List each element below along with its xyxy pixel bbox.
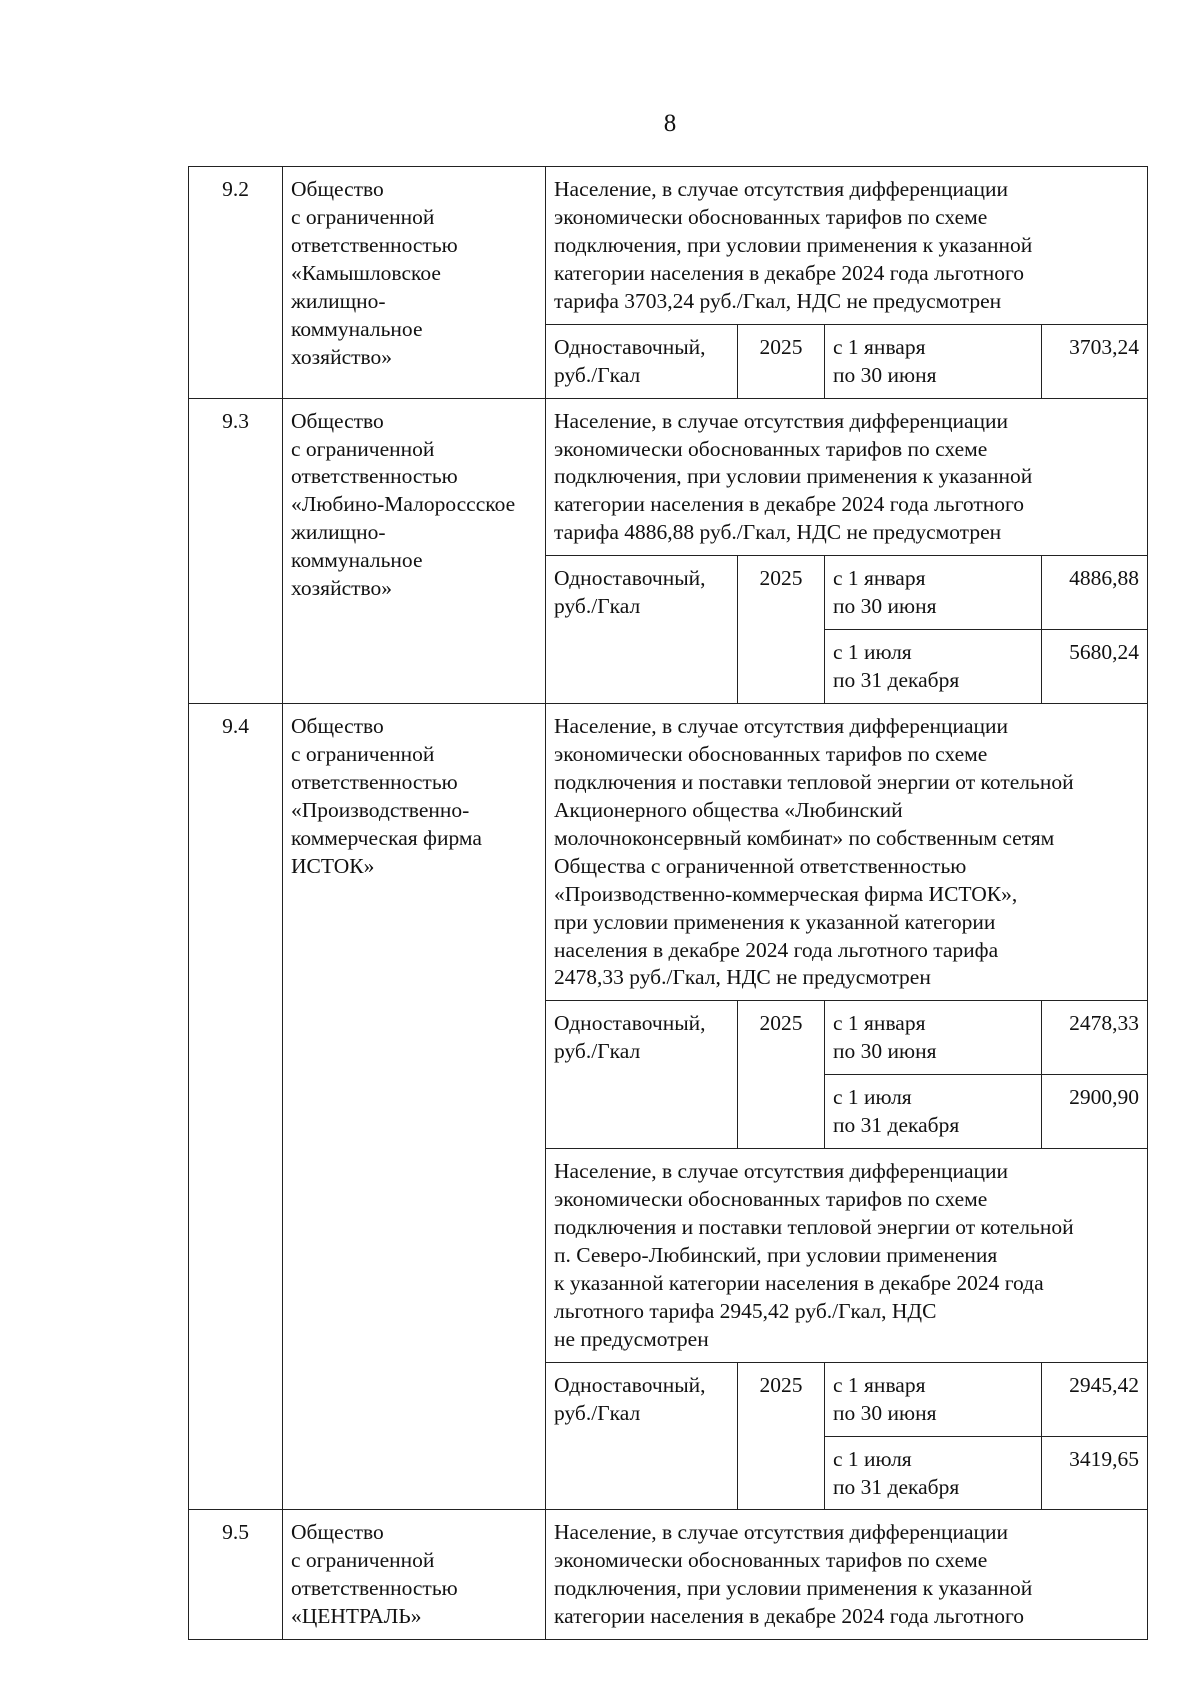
condition-line: Население, в случае отсутствия дифференциации — [554, 714, 1009, 738]
organization-line: ответственностью — [291, 464, 458, 489]
tariff-value: 3419,65 — [1042, 1436, 1148, 1510]
condition-row — [189, 167, 1148, 325]
organization-name — [283, 398, 546, 703]
rate-type-line: Одноставочный, — [554, 334, 706, 359]
organization-line: жилищно- — [291, 520, 386, 545]
organization-line: с ограниченной — [291, 741, 435, 766]
consumer-condition — [546, 167, 1148, 325]
organization-line: ответственностью — [291, 769, 458, 794]
organization-line: коммунальное — [291, 316, 423, 341]
organization-line: Общество — [291, 714, 384, 738]
section-number: 9.3 — [189, 398, 283, 703]
section-number: 9.2 — [189, 167, 283, 399]
period-line: с 1 января — [833, 566, 926, 591]
condition-line: категории населения в декабре 2024 года льготного — [554, 492, 1025, 517]
rate-type-line: руб./Гкал — [554, 1039, 641, 1064]
period-line: с 1 июля — [833, 1085, 912, 1110]
condition-line: п. Северо-Любинский, при условии применения — [554, 1242, 998, 1267]
organization-name — [283, 1510, 546, 1640]
organization-line: с ограниченной — [291, 204, 435, 229]
condition-line: тарифа 4886,88 руб./Гкал, НДС не предусмотрен — [554, 520, 1002, 545]
period-line: с 1 января — [833, 334, 926, 359]
section-number: 9.5 — [189, 1510, 283, 1640]
tariff-value: 2478,33 — [1042, 1001, 1148, 1075]
rate-type-line: руб./Гкал — [554, 1400, 641, 1425]
rate-type — [546, 556, 738, 704]
organization-line: жилищно- — [291, 288, 386, 313]
organization-line: коммунальное — [291, 548, 423, 573]
period-line: по 30 июня — [833, 594, 937, 619]
condition-line: Акционерного общества «Любинский — [554, 797, 903, 822]
tariff-year: 2025 — [738, 1001, 825, 1149]
organization-line: ответственностью — [291, 1576, 458, 1601]
organization-line: с ограниченной — [291, 1548, 435, 1573]
rate-type-line: руб./Гкал — [554, 594, 641, 619]
condition-line: к указанной категории населения в декабре 2024 года — [554, 1270, 1044, 1295]
tariff-value: 2900,90 — [1042, 1075, 1148, 1149]
condition-line: тарифа 3703,24 руб./Гкал, НДС не предусмотрен — [554, 288, 1002, 313]
condition-line: Население, в случае отсутствия дифференциации — [554, 1159, 1009, 1184]
condition-line: экономически обоснованных тарифов по схеме — [554, 1187, 988, 1212]
condition-line: категории населения в декабре 2024 года льготного — [554, 1604, 1025, 1629]
condition-line: экономически обоснованных тарифов по схеме — [554, 1548, 988, 1573]
condition-row — [189, 1510, 1148, 1640]
period-line: по 30 июня — [833, 1400, 937, 1425]
section-number: 9.4 — [189, 704, 283, 1510]
tariff-value: 3703,24 — [1042, 324, 1148, 398]
period-line: по 31 декабря — [833, 1474, 960, 1499]
rate-type-line: Одноставочный, — [554, 1372, 706, 1397]
tariff-table — [188, 166, 1148, 1640]
rate-type — [546, 324, 738, 398]
tariff-period — [825, 556, 1042, 630]
tariff-value: 5680,24 — [1042, 630, 1148, 704]
period-line: с 1 июля — [833, 1446, 912, 1471]
period-line: по 31 декабря — [833, 1113, 960, 1138]
tariff-year: 2025 — [738, 556, 825, 704]
consumer-condition — [546, 1149, 1148, 1363]
organization-line: хозяйство» — [291, 344, 393, 369]
condition-line: подключения и поставки тепловой энергии от котельной — [554, 1215, 1074, 1239]
condition-line: Население, в случае отсутствия дифференциации — [554, 1520, 1009, 1545]
consumer-condition — [546, 1510, 1148, 1640]
tariff-period — [825, 1362, 1042, 1436]
tariff-period — [825, 1075, 1042, 1149]
condition-line: молочноконсервный комбинат» по собственным сетям — [554, 825, 1055, 850]
condition-line: подключения и поставки тепловой энергии от котельной — [554, 769, 1074, 794]
tariff-period — [825, 630, 1042, 704]
period-line: с 1 января — [833, 1372, 926, 1397]
organization-name — [283, 704, 546, 1510]
rate-type — [546, 1001, 738, 1149]
condition-line: льготного тарифа 2945,42 руб./Гкал, НДС — [554, 1298, 937, 1323]
condition-line: Население, в случае отсутствия дифференциации — [554, 177, 1009, 201]
rate-type-line: Одноставочный, — [554, 1011, 706, 1036]
tariff-year: 2025 — [738, 324, 825, 398]
organization-line: Общество — [291, 1520, 384, 1545]
organization-line: с ограниченной — [291, 436, 435, 461]
period-line: по 31 декабря — [833, 668, 960, 693]
organization-line: «Любино-Малороссское — [291, 492, 516, 517]
tariff-table-body — [189, 167, 1148, 1640]
condition-line: экономически обоснованных тарифов по схеме — [554, 204, 988, 229]
organization-line: Общество — [291, 177, 384, 201]
condition-line: подключения, при условии применения к указанной — [554, 232, 1033, 257]
tariff-value: 2945,42 — [1042, 1362, 1148, 1436]
tariff-year: 2025 — [738, 1362, 825, 1510]
organization-line: «ЦЕНТРАЛЬ» — [291, 1604, 422, 1629]
condition-line: Население, в случае отсутствия дифференциации — [554, 408, 1009, 433]
condition-line: 2478,33 руб./Гкал, НДС не предусмотрен — [554, 965, 931, 990]
organization-line: «Камышловское — [291, 260, 441, 285]
organization-line: ответственностью — [291, 232, 458, 257]
tariff-value: 4886,88 — [1042, 556, 1148, 630]
organization-line: ИСТОК» — [291, 853, 375, 878]
page-number: 8 — [663, 110, 677, 137]
condition-line: экономически обоснованных тарифов по схеме — [554, 436, 988, 461]
rate-type-line: Одноставочный, — [554, 566, 706, 591]
tariff-period — [825, 324, 1042, 398]
condition-line: подключения, при условии применения к указанной — [554, 1576, 1033, 1601]
consumer-condition — [546, 398, 1148, 556]
tariff-period — [825, 1436, 1042, 1510]
period-line: по 30 июня — [833, 362, 937, 387]
condition-line: Общества с ограниченной ответственностью — [554, 853, 967, 878]
condition-row — [189, 704, 1148, 1001]
organization-line: хозяйство» — [291, 576, 393, 601]
condition-line: «Производственно-коммерческая фирма ИСТОК», — [554, 881, 1018, 906]
organization-line: коммерческая фирма — [291, 825, 482, 850]
condition-line: населения в декабре 2024 года льготного тарифа — [554, 937, 999, 962]
period-line: по 30 июня — [833, 1039, 937, 1064]
period-line: с 1 июля — [833, 640, 912, 665]
rate-type — [546, 1362, 738, 1510]
rate-type-line: руб./Гкал — [554, 362, 641, 387]
condition-line: не предусмотрен — [554, 1326, 709, 1351]
condition-row — [189, 398, 1148, 556]
tariff-period — [825, 1001, 1042, 1075]
organization-name — [283, 167, 546, 399]
condition-line: при условии применения к указанной категории — [554, 909, 996, 934]
organization-line: «Производственно- — [291, 797, 470, 822]
organization-line: Общество — [291, 408, 384, 433]
consumer-condition — [546, 704, 1148, 1001]
period-line: с 1 января — [833, 1011, 926, 1036]
condition-line: категории населения в декабре 2024 года льготного — [554, 260, 1025, 285]
condition-line: подключения, при условии применения к указанной — [554, 464, 1033, 489]
condition-line: экономически обоснованных тарифов по схеме — [554, 741, 988, 766]
